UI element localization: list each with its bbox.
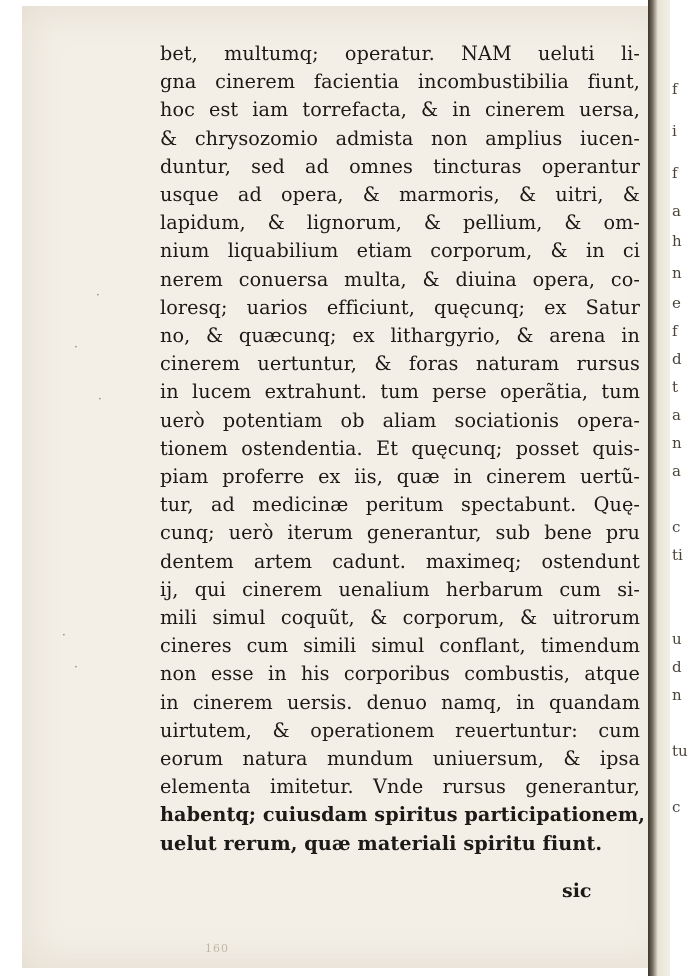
text-line-18: cunq; uerò iterum generantur, sub bene pru [160,521,640,545]
ink-speck: · [74,340,78,354]
text-line-3: hoc est iam torrefacta, & in cinerem uersa, [160,98,640,122]
text-line-16: piam proferre ex iis, quæ in cinerem uertũ- [160,465,640,489]
edge-letter: tu [672,742,688,760]
text-line-7: lapidum, & lignorum, & pellium, & om- [160,211,640,235]
facing-page-edge [670,0,690,976]
ink-speck: · [98,392,102,406]
edge-letter: u [672,630,682,648]
edge-letter: a [672,462,681,480]
edge-letter: n [672,686,682,704]
edge-letter: i [672,122,677,140]
text-line-12: cinerem uertuntur, & foras naturam rursus [160,352,640,376]
edge-letter: d [672,658,682,676]
edge-letter: a [672,406,681,424]
edge-letter: d [672,350,682,368]
edge-letter: f [672,80,678,98]
catchword: sic [562,880,592,902]
signature-mark: 160 [205,942,229,955]
text-line-28: habentq; cuiusdam spiritus participationem, [160,803,646,827]
edge-letter: h [672,232,682,250]
text-line-27: elementa imitetur. Vnde rursus generantur, [160,775,640,799]
text-line-8: nium liquabilium etiam corporum, & in ci [160,239,640,263]
edge-letter: n [672,264,682,282]
text-line-1: bet, multumq; operatur. NAM ueluti li- [160,42,640,65]
edge-letter: f [672,164,678,182]
text-line-22: cineres cum simili simul conflant, timendum [160,634,640,658]
ink-speck: · [62,628,66,642]
edge-letter: a [672,202,681,220]
text-line-9: nerem conuersa multa, & diuina opera, co- [160,267,640,291]
text-line-17: tur, ad medicinæ peritum spectabunt. Quę- [160,493,640,517]
text-line-24: in cinerem uersis. denuo namq, in quandam [160,690,640,714]
text-line-6: usque ad opera, & marmoris, & uitri, & [160,183,640,207]
text-line-4: & chrysozomio admista non amplius iucen- [160,126,640,150]
text-line-26: eorum natura mundum uniuersum, & ipsa [160,747,640,771]
text-line-15: tionem ostendentia. Et quęcunq; posset quis- [160,436,640,460]
text-line-20: ij, qui cinerem uenalium herbarum cum si- [160,577,640,601]
text-line-10: loresq; uarios efficiunt, quęcunq; ex Satur [160,295,640,319]
text-line-19: dentem artem cadunt. maximeq; ostendunt [160,549,640,573]
edge-letter: e [672,294,681,312]
text-line-2: gna cinerem facientia incombustibilia fiunt, [160,70,640,94]
edge-letter: c [672,518,681,536]
ink-speck: · [96,288,100,302]
ink-speck: · [74,660,78,674]
text-line-29: uelut rerum, quæ materiali spiritu fiunt. [160,831,603,855]
edge-letter: t [672,378,679,396]
text-line-14: uerò potentiam ob aliam sociationis opera- [160,408,640,432]
edge-letter: n [672,434,682,452]
page-body-text [160,40,646,858]
edge-letter: f [672,322,678,340]
book-gutter [648,0,670,976]
edge-letter: ti [672,546,683,564]
text-line-11: no, & quæcunq; ex lithargyrio, & arena in [160,324,640,348]
text-line-23: non esse in his corporibus combustis, atque [160,662,640,686]
text-line-25: uirtutem, & operationem reuertuntur: cum [160,718,640,742]
edge-letter: c [672,798,681,816]
text-line-21: mili simul coquũt, & corporum, & uitrorum [160,606,640,630]
text-line-13: in lucem extrahunt. tum perse operãtia, tum [160,380,640,404]
text-line-5: duntur, sed ad omnes tincturas operantur [160,154,640,178]
